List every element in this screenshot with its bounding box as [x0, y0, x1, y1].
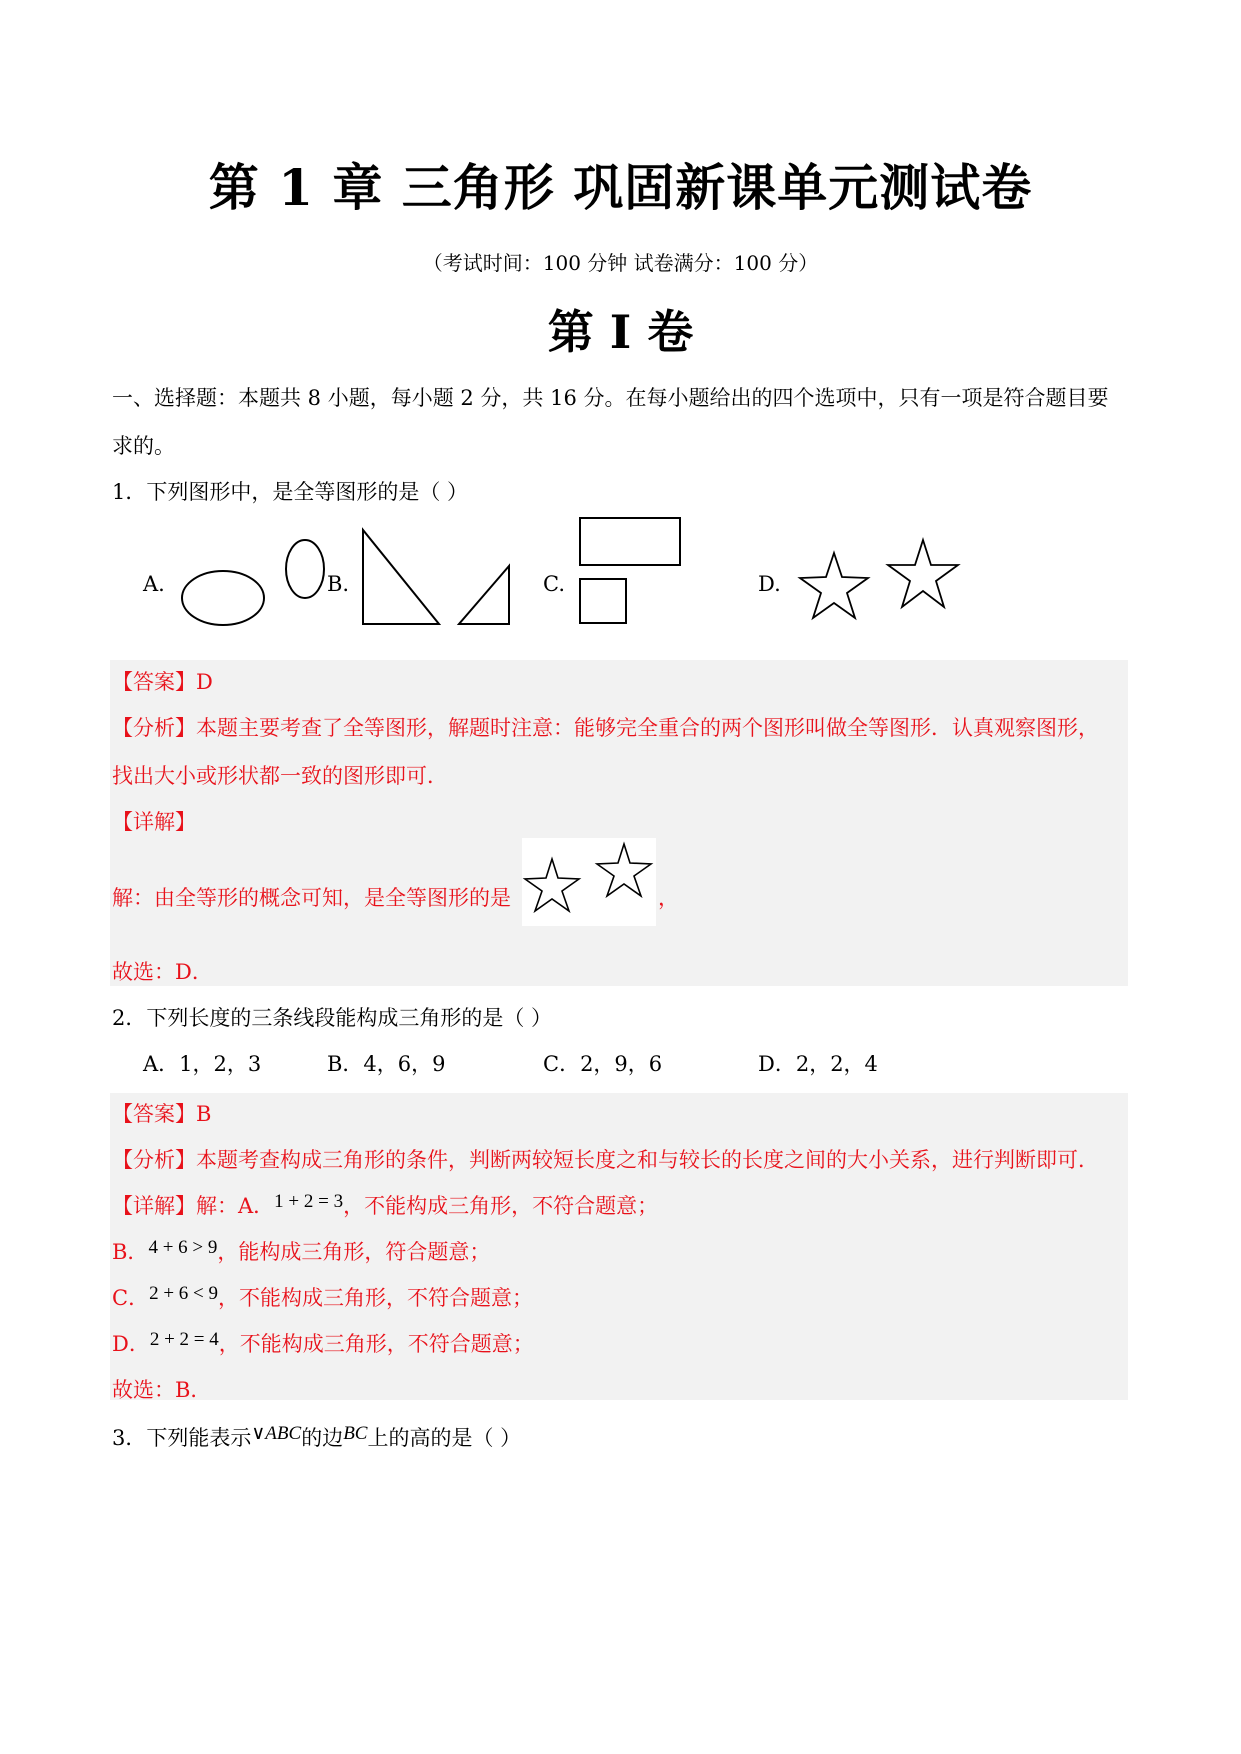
q3-stem — [112, 1422, 521, 1452]
q2-detail-d-prefix: D． — [112, 1332, 150, 1356]
q3-abc: ABC — [265, 1423, 302, 1444]
q2-option-c: C．2，9，6 — [543, 1052, 663, 1076]
q2-option-b: B．4，6，9 — [327, 1052, 446, 1076]
q2-analysis: 【分析】本题考查构成三角形的条件，判断两较短长度之和与较长的长度之间的大小关系，进行判断即可． — [112, 1148, 1099, 1172]
q2-detail-c-math: 2 + 6 < 9 — [149, 1283, 219, 1304]
q1-conclusion: 故选：D． — [112, 960, 213, 984]
volume-heading: 第 I 卷 — [547, 305, 694, 359]
small-ellipse-shape — [286, 540, 324, 598]
q1-detail-stars-figure — [522, 838, 656, 926]
q2-detail-a-math: 1 + 2 = 3 — [274, 1191, 344, 1212]
q1-answer-panel — [110, 660, 1128, 986]
q2-detail-b-math: 4 + 6 > 9 — [148, 1237, 218, 1258]
q2-detail-b-suffix: ，能构成三角形，符合题意； — [217, 1240, 491, 1264]
q3-stem-mid: 的边 — [301, 1426, 344, 1450]
q1-analysis-line2: 找出大小或形状都一致的图形即可． — [112, 764, 448, 788]
rectangle-shape — [580, 518, 680, 565]
q2-option-d: D．2，2，4 — [758, 1052, 878, 1076]
q2-conclusion: 故选：B． — [112, 1378, 212, 1402]
star-shape-right — [888, 540, 958, 607]
q2-stem: 2．下列长度的三条线段能构成三角形的是（ ） — [112, 1006, 553, 1030]
q1-option-a-label: A. — [143, 572, 165, 596]
square-shape — [580, 579, 626, 623]
star-shape-left — [800, 553, 868, 618]
q2-detail-d-math: 2 + 2 = 4 — [149, 1329, 219, 1350]
q2-detail-c — [112, 1282, 533, 1312]
triangle-symbol: ∨ — [251, 1423, 266, 1444]
q2-answer: 【答案】B — [112, 1102, 212, 1126]
q3-stem-suffix: 上的高的是（ ） — [367, 1426, 522, 1450]
q2-detail-b — [112, 1236, 490, 1266]
q1-detail-text: 解：由全等形的概念可知，是全等图形的是 — [112, 886, 511, 910]
q1-option-d-figure — [790, 535, 970, 635]
q1-option-b-figure — [355, 520, 520, 630]
q1-option-c-figure — [575, 514, 690, 629]
large-triangle-shape — [363, 530, 439, 624]
q1-option-d-label: D. — [758, 572, 781, 596]
exam-info: （考试时间：100 分钟 试卷满分：100 分） — [422, 251, 819, 275]
q2-detail-a-suffix: ，不能构成三角形，不符合题意； — [343, 1194, 659, 1218]
q1-detail-tail: ， — [658, 886, 679, 910]
q3-bc: BC — [343, 1423, 368, 1444]
q2-detail-c-prefix: C． — [112, 1286, 150, 1310]
q3-stem-prefix: 3．下列能表示 — [112, 1426, 252, 1450]
section-intro-line2: 求的。 — [112, 434, 175, 458]
q2-detail-c-suffix: ，不能构成三角形，不符合题意； — [218, 1286, 534, 1310]
q1-option-c-label: C. — [543, 572, 565, 596]
small-ellipse-figure — [283, 535, 328, 605]
q2-detail-b-prefix: B． — [112, 1240, 149, 1264]
q2-detail-a — [112, 1190, 658, 1220]
q1-stem: 1．下列图形中，是全等图形的是（ ） — [112, 480, 469, 504]
q2-detail-d-suffix: ，不能构成三角形，不符合题意； — [218, 1332, 534, 1356]
q2-detail-d — [112, 1328, 534, 1358]
q1-option-a-figure — [175, 535, 270, 625]
q1-detail-label: 【详解】 — [112, 810, 196, 834]
q2-option-a: A．1，2，3 — [143, 1052, 262, 1076]
section-intro-line1: 一、选择题：本题共 8 小题，每小题 2 分，共 16 分。在每小题给出的四个选项中，只有一项是符合题目要 — [112, 386, 1109, 410]
page-title: 第 1 章 三角形 巩固新课单元测试卷 — [208, 158, 1033, 217]
q1-analysis-line1: 【分析】本题主要考查了全等图形，解题时注意：能够完全重合的两个图形叫做全等图形．认真观察图形， — [112, 716, 1099, 740]
large-ellipse-shape — [182, 571, 264, 625]
q1-option-b-label: B. — [327, 572, 350, 596]
q1-answer: 【答案】D — [112, 670, 213, 694]
q2-detail-a-prefix: 【详解】解：A． — [112, 1194, 275, 1218]
small-triangle-shape — [459, 566, 509, 624]
